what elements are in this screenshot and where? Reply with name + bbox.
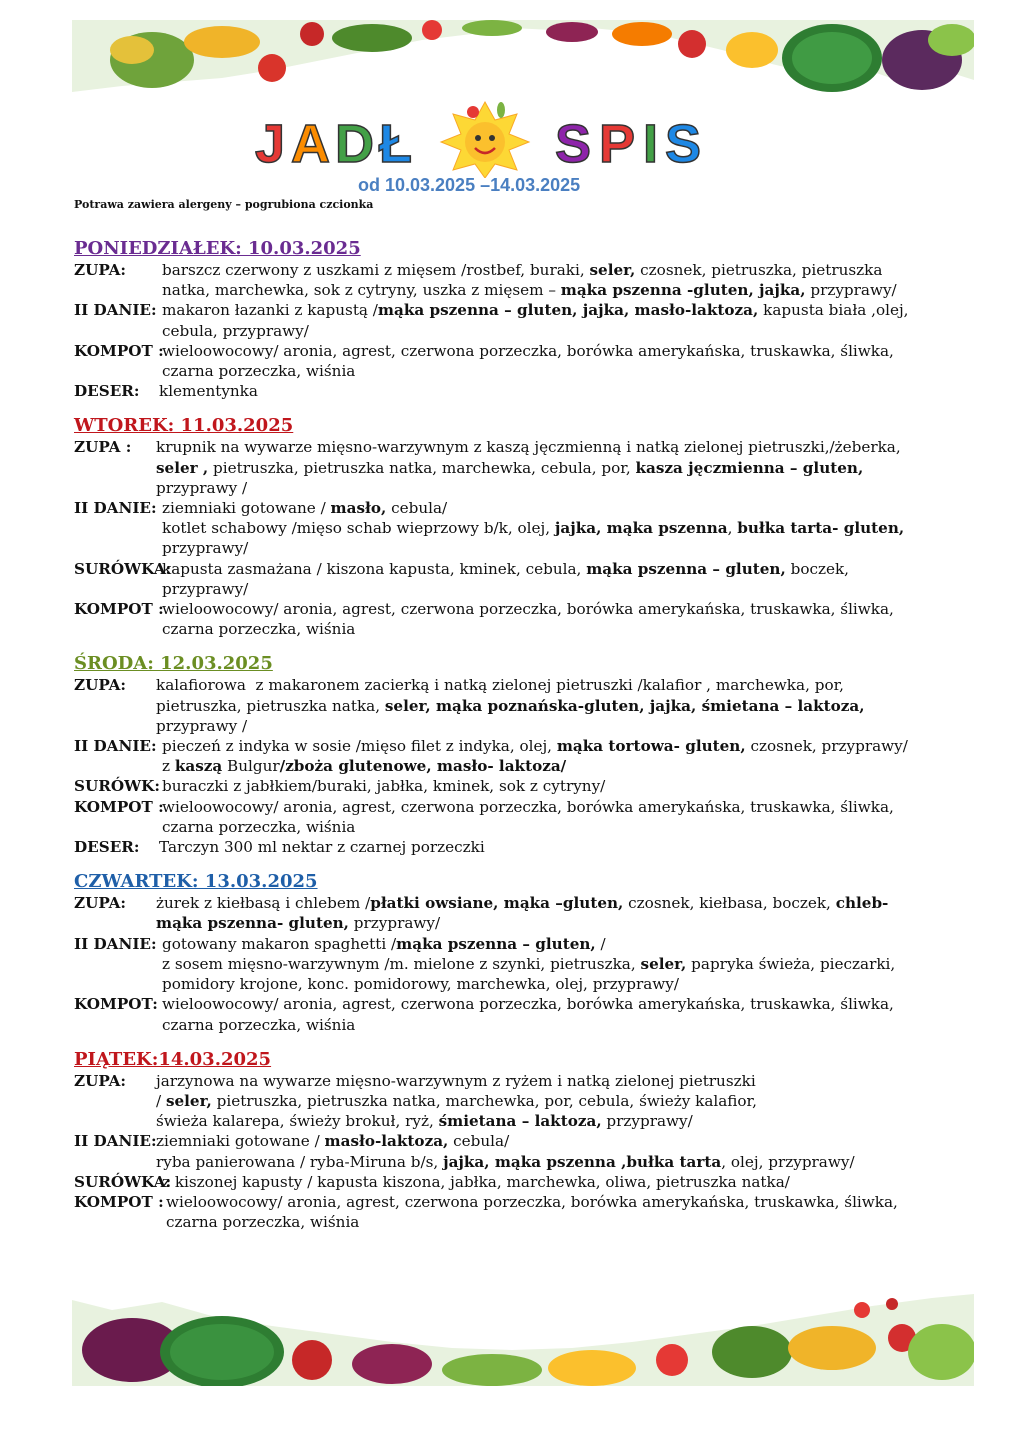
description-line: [156, 458, 989, 478]
ingredient-text: cebula/: [448, 1132, 510, 1151]
ingredient-text: żurek z kiełbasą i chlebem /: [156, 894, 371, 913]
menu-item-label: KOMPOT :: [74, 797, 164, 816]
description-line: [156, 1111, 989, 1131]
menu-item-description: [162, 341, 989, 381]
day-section: [74, 238, 989, 401]
menu-item-description: [162, 1172, 989, 1192]
description-line: [162, 756, 989, 776]
menu-item-description: [162, 559, 989, 599]
menu-item: [74, 1172, 989, 1192]
menu-item-description: [162, 599, 989, 639]
ingredient-text: czosnek, przyprawy/: [745, 737, 908, 756]
ingredient-text: , olej, przyprawy/: [721, 1152, 855, 1171]
allergen-text: płatki owsiane, mąka –gluten,: [370, 894, 624, 913]
allergen-text: śmietana – laktoza,: [438, 1112, 602, 1131]
day-title: PONIEDZIAŁEK: 10.03.2025: [74, 238, 361, 259]
allergen-text: jajka, mąka pszenna ,bułka tarta: [443, 1152, 722, 1171]
ingredient-text: ziemniaki gotowane /: [156, 1132, 325, 1151]
description-line: [162, 498, 989, 518]
ingredient-text: z kiszonej kapusty / kapusta kiszona, jabłka, marchewka, oliwa, pietruszka natka/: [162, 1172, 790, 1191]
menu-item-description: [156, 1131, 989, 1171]
ingredient-text: klementynka: [159, 382, 258, 401]
ingredient-text: przyprawy/: [162, 579, 249, 598]
menu-item-label: SURÓWKA:: [74, 559, 172, 578]
description-line: [162, 776, 989, 796]
allergen-note: Potrawa zawiera alergeny – pogrubiona czcionka: [74, 198, 374, 211]
description-line: [156, 1091, 989, 1111]
allergen-text: mąka pszenna – gluten,: [586, 559, 786, 578]
ingredient-text: ,: [727, 519, 738, 538]
ingredient-text: wieloowocowy/ aronia, agrest, czerwona porzeczka, borówka amerykańska, truskawka, śliwka,: [162, 995, 894, 1014]
ingredient-text: ziemniaki gotowane /: [162, 499, 331, 518]
description-line: [162, 559, 989, 579]
svg-text:I: I: [643, 114, 659, 174]
ingredient-text: krupnik na wywarze mięsno-warzywnym z kaszą jęczmienną i natką zielonej pietruszki,/żeberka,: [156, 438, 901, 457]
allergen-text: masło-laktoza,: [324, 1132, 449, 1151]
menu-item-label: ZUPA:: [74, 261, 127, 279]
allergen-text: mąka pszenna -gluten, jajka,: [560, 281, 806, 300]
ingredient-text: gotowany makaron spaghetti /: [162, 934, 397, 953]
day-title: ŚRODA: 12.03.2025: [74, 653, 273, 675]
day-section: [74, 653, 989, 857]
ingredient-text: kapusta zasmażana / kiszona kapusta, kminek, cebula,: [162, 559, 587, 578]
menu-item-description: [166, 1192, 989, 1232]
ingredient-text: z sosem mięsno-warzywnym /m. mielone z szynki, pietruszka,: [162, 954, 641, 973]
allergen-text: kaszą: [174, 757, 223, 776]
svg-text:Ł: Ł: [379, 114, 412, 174]
menu-item-label: SURÓWK:: [74, 777, 160, 796]
menu-item-label: ZUPA :: [74, 438, 132, 457]
menu-item-label: II DANIE:: [74, 301, 157, 320]
svg-text:J: J: [255, 114, 286, 174]
menu-item-label: KOMPOT :: [74, 600, 164, 619]
allergen-text: mąka pszenna- gluten,: [156, 914, 349, 933]
menu-item: [74, 675, 989, 736]
menu-item-description: [162, 260, 989, 300]
description-line: [162, 934, 989, 954]
menu-item-label: ZUPA:: [74, 894, 127, 913]
ingredient-text: przyprawy/: [162, 539, 249, 558]
description-line: [166, 1192, 989, 1212]
menu-item: [74, 797, 989, 837]
description-line: [162, 954, 989, 974]
weekly-menu: [74, 238, 989, 1246]
ingredient-text: świeża kalarepa, świeży brokuł, ryż,: [156, 1112, 439, 1131]
allergen-text: chleb-: [835, 894, 889, 913]
menu-item: [74, 381, 989, 401]
ingredient-text: przyprawy /: [156, 716, 248, 735]
ingredient-text: czarna porzeczka, wiśnia: [166, 1213, 360, 1232]
ingredient-text: barszcz czerwony z uszkami z mięsem /rostbef, buraki,: [162, 261, 590, 279]
menu-item: [74, 736, 989, 776]
date-range: od 10.03.2025 –14.03.2025: [358, 175, 581, 195]
day-section: [74, 1049, 989, 1233]
ingredient-text: Bulgur: [222, 757, 280, 776]
menu-item-description: [162, 776, 989, 796]
description-line: [156, 437, 989, 457]
menu-item: [74, 437, 989, 498]
description-line: [156, 1131, 989, 1151]
ingredient-text: wieloowocowy/ aronia, agrest, czerwona porzeczka, borówka amerykańska, truskawka, śliwka,: [162, 341, 894, 360]
menu-item-label: II DANIE:: [74, 737, 157, 756]
menu-item: [74, 837, 989, 857]
allergen-text: seler,: [165, 1091, 212, 1110]
menu-item: [74, 300, 989, 340]
menu-item-description: [159, 381, 989, 401]
menu-item: [74, 1131, 989, 1171]
ingredient-text: wieloowocowy/ aronia, agrest, czerwona porzeczka, borówka amerykańska, truskawka, śliwka,: [166, 1192, 898, 1211]
vegetables-illustration: [72, 20, 974, 98]
description-line: [159, 837, 989, 857]
description-line: [156, 675, 989, 695]
menu-item-description: [162, 797, 989, 837]
ingredient-text: papryka świeża, pieczarki,: [686, 954, 896, 973]
description-line: [162, 538, 989, 558]
allergen-text: jajka, mąka pszenna: [554, 519, 728, 538]
ingredient-text: kalafiorowa z makaronem zacierką i natką zielonej pietruszki /kalafior , marchewka, por,: [156, 676, 845, 695]
svg-text:S: S: [665, 114, 702, 174]
menu-item-description: [156, 675, 989, 736]
allergen-text: seler, mąka poznańska-gluten, jajka, śmietana – laktoza,: [384, 696, 865, 715]
menu-item-label: II DANIE:: [74, 1132, 157, 1151]
description-line: [162, 599, 989, 619]
description-line: [162, 579, 989, 599]
description-line: [162, 300, 989, 320]
menu-item-label: II DANIE:: [74, 934, 157, 953]
menu-item-label: II DANIE:: [74, 499, 157, 518]
description-line: [156, 1071, 989, 1091]
ingredient-text: /: [156, 1091, 166, 1110]
menu-item: [74, 1071, 989, 1132]
description-line: [162, 518, 989, 538]
menu-item: [74, 934, 989, 995]
ingredient-text: makaron łazanki z kapustą /: [162, 301, 378, 320]
menu-item-label: KOMPOT :: [74, 341, 164, 360]
allergen-text: mąka pszenna – gluten,: [396, 934, 596, 953]
allergen-text: masło,: [330, 499, 387, 518]
ingredient-text: kotlet schabowy /mięso schab wieprzowy b/k, olej,: [162, 519, 555, 538]
svg-text:A: A: [291, 114, 330, 174]
description-line: [162, 280, 989, 300]
menu-item: [74, 893, 989, 933]
description-line: [162, 260, 989, 280]
ingredient-text: boczek,: [785, 559, 849, 578]
menu-item: [74, 994, 989, 1034]
ingredient-text: natka, marchewka, sok z cytryny, uszka z mięsem –: [162, 281, 561, 300]
allergen-text: seler,: [589, 261, 636, 279]
description-line: [156, 893, 989, 913]
allergen-text: seler ,: [156, 458, 209, 477]
vegetables-illustration: [72, 1290, 974, 1386]
menu-item-description: [156, 893, 989, 933]
day-section: [74, 871, 989, 1034]
menu-item: [74, 260, 989, 300]
ingredient-text: buraczki z jabłkiem/buraki, jabłka, kminek, sok z cytryny/: [162, 777, 606, 796]
menu-item: [74, 341, 989, 381]
ingredient-text: przyprawy/: [805, 281, 897, 300]
ingredient-text: przyprawy/: [601, 1112, 693, 1131]
ingredient-text: z: [162, 757, 175, 776]
menu-item-description: [162, 300, 989, 340]
vegetables-banner-bottom: [72, 1290, 974, 1386]
menu-item-label: DESER:: [74, 838, 140, 857]
description-line: [162, 619, 989, 639]
description-line: [159, 381, 989, 401]
ingredient-text: pietruszka, pietruszka natka, marchewka, cebula, por,: [208, 458, 636, 477]
day-title: PIĄTEK:14.03.2025: [74, 1048, 272, 1070]
ingredient-text: czosnek, pietruszka, pietruszka: [635, 261, 883, 279]
menu-item-label: SURÓWKA:: [74, 1172, 172, 1191]
ingredient-text: wieloowocowy/ aronia, agrest, czerwona porzeczka, borówka amerykańska, truskawka, śliwka,: [162, 600, 894, 619]
ingredient-text: pietruszka, pietruszka natka,: [156, 696, 385, 715]
description-line: [162, 1015, 989, 1035]
menu-item: [74, 599, 989, 639]
description-line: [162, 361, 989, 381]
menu-item-description: [162, 994, 989, 1034]
allergen-text: bułka tarta- gluten,: [737, 519, 905, 538]
ingredient-text: cebula, przyprawy/: [162, 321, 309, 340]
ingredient-text: czarna porzeczka, wiśnia: [162, 362, 356, 381]
menu-item-description: [156, 437, 989, 498]
description-line: [162, 974, 989, 994]
menu-item-label: ZUPA:: [74, 1071, 127, 1090]
description-line: [162, 736, 989, 756]
allergen-text: /zboża glutenowe, masło- laktoza/: [279, 757, 567, 776]
description-line: [162, 341, 989, 361]
ingredient-text: czosnek, kiełbasa, boczek,: [623, 894, 836, 913]
menu-item-description: [162, 934, 989, 995]
ingredient-text: ryba panierowana / ryba-Miruna b/s,: [156, 1152, 444, 1171]
day-title: WTOREK: 11.03.2025: [74, 415, 294, 437]
menu-item-description: [162, 736, 989, 776]
allergen-text: seler,: [640, 954, 687, 973]
ingredient-text: /: [595, 934, 606, 953]
svg-text:D: D: [335, 114, 374, 174]
menu-item-description: [159, 837, 989, 857]
ingredient-text: cebula/: [386, 499, 448, 518]
menu-item: [74, 559, 989, 599]
ingredient-text: kapusta biała ,olej,: [758, 301, 909, 320]
description-line: [162, 321, 989, 341]
logo-graphic: [255, 100, 755, 178]
ingredient-text: czarna porzeczka, wiśnia: [162, 620, 356, 639]
menu-item-label: KOMPOT:: [74, 995, 158, 1014]
menu-item-label: KOMPOT :: [74, 1192, 164, 1211]
ingredient-text: pieczeń z indyka w sosie /mięso filet z indyka, olej,: [162, 737, 557, 756]
vegetables-banner-top: [72, 20, 974, 98]
description-line: [156, 716, 989, 736]
description-line: [156, 913, 989, 933]
allergen-text: kasza jęczmienna – gluten,: [635, 458, 864, 477]
menu-item-description: [156, 1071, 989, 1132]
ingredient-text: Tarczyn 300 ml nektar z czarnej porzeczki: [159, 838, 485, 857]
sun-icon: [441, 102, 529, 178]
ingredient-text: jarzynowa na wywarze mięsno-warzywnym z ryżem i natką zielonej pietruszki: [156, 1071, 756, 1090]
description-line: [156, 1152, 989, 1172]
ingredient-text: wieloowocowy/ aronia, agrest, czerwona porzeczka, borówka amerykańska, truskawka, śliwka,: [162, 797, 894, 816]
menu-item-label: ZUPA:: [74, 676, 127, 695]
menu-item-description: [162, 498, 989, 559]
svg-text:S: S: [555, 114, 592, 174]
day-title: CZWARTEK: 13.03.2025: [74, 871, 318, 893]
description-line: [156, 696, 989, 716]
ingredient-text: przyprawy /: [156, 478, 248, 497]
ingredient-text: przyprawy/: [348, 914, 441, 933]
menu-item: [74, 498, 989, 559]
description-line: [162, 797, 989, 817]
ingredient-text: czarna porzeczka, wiśnia: [162, 1015, 356, 1034]
ingredient-text: pomidory krojone, konc. pomidorowy, marchewka, olej, przyprawy/: [162, 975, 679, 994]
description-line: [156, 478, 989, 498]
ingredient-text: pietruszka, pietruszka natka, marchewka, por, cebula, świeży kalafior,: [211, 1091, 757, 1110]
description-line: [162, 817, 989, 837]
menu-item: [74, 1192, 989, 1232]
description-line: [166, 1212, 989, 1232]
allergen-text: mąka pszenna – gluten, jajka, masło-laktoza,: [377, 301, 759, 320]
day-section: [74, 415, 989, 639]
allergen-text: mąka tortowa- gluten,: [556, 737, 746, 756]
ingredient-text: czarna porzeczka, wiśnia: [162, 817, 356, 836]
menu-item-label: DESER:: [74, 382, 140, 401]
svg-text:P: P: [599, 114, 636, 174]
jadlospis-logo: [255, 100, 755, 178]
description-line: [162, 1172, 989, 1192]
menu-item: [74, 776, 989, 796]
description-line: [162, 994, 989, 1014]
